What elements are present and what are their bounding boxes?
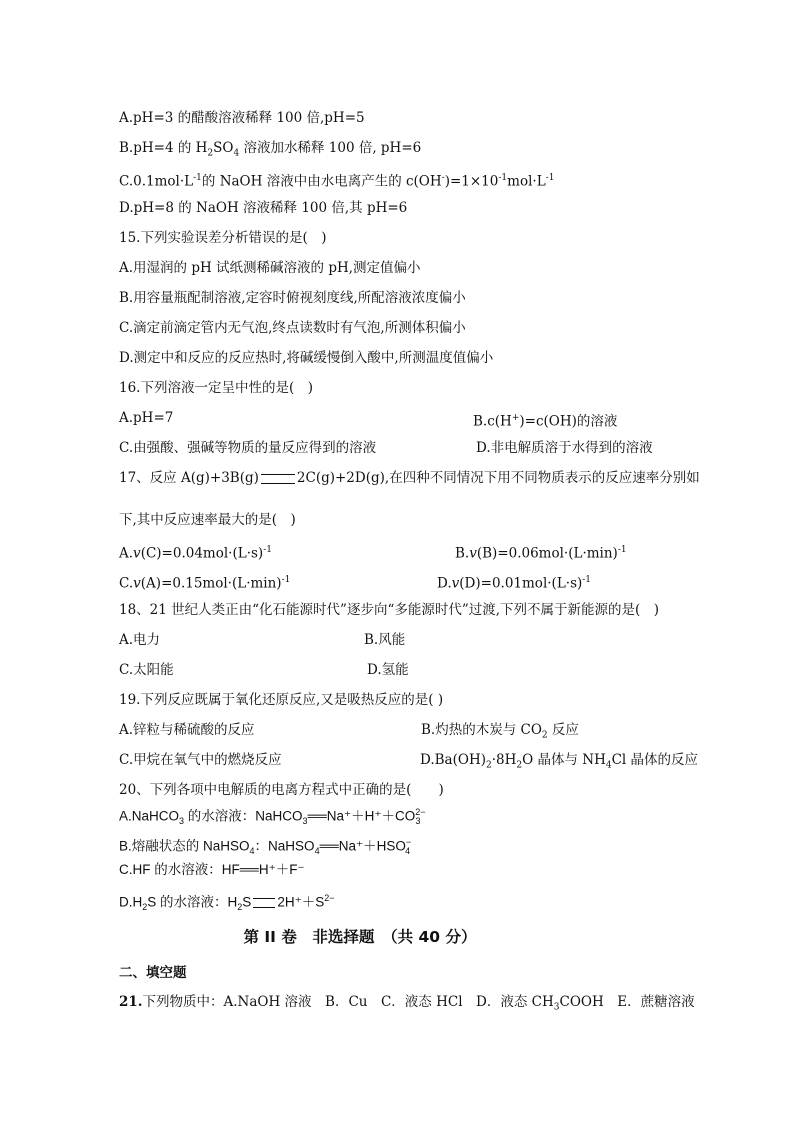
equilibrium-arrow-icon: [253, 898, 275, 908]
q15-option-a: A.用湿润的 pH 试纸测稀碱溶液的 pH,测定值偏小: [119, 260, 421, 276]
q18-option-b: B.风能: [364, 632, 406, 648]
q15-stem: 15.下列实验误差分析错误的是( ): [119, 230, 327, 246]
q15-option-b: B.用容量瓶配制溶液,定容时俯视刻度线,所配溶液浓度偏小: [119, 290, 466, 306]
q18-stem: 18、21 世纪人类正由“化石能源时代”逐步向“多能源时代”过渡,下列不属于新能源的是( ): [119, 602, 660, 618]
q21-stem: 21.下列物质中：A.NaOH 溶液 B．Cu C．液态 HCl D．液态 $CH_3COOH$ E．蔗糖溶液: [119, 994, 695, 1013]
q17-stem: 17、反应 A(g)+3B(g) 2C(g)+2D(g),在四种不同情况下用不同物质表示的反应速率分别如: [119, 470, 700, 486]
q19-stem: 19.下列反应既属于氧化还原反应,又是吸热反应的是( ): [119, 692, 444, 708]
q20-stem: 20、下列各项中电解质的电离方程式中正确的是( ): [119, 782, 444, 798]
part-two-title: 第 II 卷 非选择题 （共 40 分）: [243, 928, 477, 946]
q17-stem-cont: 下,其中反应速率最大的是( ): [119, 512, 296, 528]
q17-option-a: $A.v(C)=0.04mol\cdot(L\cdot s)^{-1}$: [119, 545, 272, 562]
q16-option-a: A.pH=7: [119, 410, 174, 426]
q18-option-c: C.太阳能: [119, 662, 174, 678]
q16-option-d: D.非电解质溶于水得到的溶液: [476, 440, 653, 456]
q17-option-b: $B.v(B)=0.06mol\cdot(L\cdot\min)^{-1}$: [455, 545, 627, 562]
q20-option-a: A.NaHCO$_3$ 的水溶液：$NaHCO_3══Na^++H^++CO^{2-}_3$: [119, 807, 426, 827]
q14-option-b: B.pH=4 的 $H_2SO_4$ 溶液加水稀释 100 倍, pH=6: [119, 140, 422, 159]
q14-option-a: A.pH=3 的醋酸溶液稀释 100 倍,pH=5: [119, 110, 365, 126]
q19-option-c: C.甲烷在氧气中的燃烧反应: [119, 752, 282, 768]
q16-option-b: B.c(H+)=c(OH)的溶液: [473, 413, 618, 430]
q19-option-b: B.灼热的木炭与 $CO_2$ 反应: [421, 722, 579, 741]
q20-option-d: $D.H_2S$ 的水溶液：$H_2S$ $2H^++S^{2-}$: [119, 893, 335, 913]
q16-stem: 16.下列溶液一定呈中性的是( ): [119, 380, 314, 396]
q19-option-a: A.锌粒与稀硫酸的反应: [119, 722, 255, 738]
q20-option-b: B.熔融状态的 NaHSO$_4$：$NaHSO_4══Na^++HSO^-_4$: [119, 837, 412, 857]
section-heading: 二、填空题: [119, 965, 187, 981]
q16-option-c: C.由强酸、强碱等物质的量反应得到的溶液: [119, 440, 377, 456]
q14-option-d: D.pH=8 的 NaOH 溶液稀释 100 倍,其 pH=6: [119, 200, 408, 216]
q20-option-c: C.HF 的水溶液：HF══H⁺＋F⁻: [119, 862, 305, 877]
q18-option-d: D.氢能: [367, 662, 409, 678]
equilibrium-arrow-icon: [261, 474, 295, 484]
q17-option-d: $D.v(D)=0.01mol\cdot(L\cdot s)^{-1}$: [437, 575, 592, 592]
q19-option-d: $D.Ba(OH)_2\cdot 8H_2O$ 晶体与 $NH_4Cl$ 晶体的反应: [420, 752, 699, 771]
q15-option-c: C.滴定前滴定管内无气泡,终点读数时有气泡,所测体积偏小: [119, 320, 466, 336]
q14-option-c: $C.0.1mol\cdot L^{-1}$的 NaOH 溶液中由水电离产生的 $c(OH^-)=1\times 10^{-1}mol\cdot L^{-1}$: [119, 173, 555, 190]
q18-option-a: A.电力: [119, 632, 161, 648]
q17-option-c: $C.v(A)=0.15mol\cdot(L\cdot\min)^{-1}$: [119, 575, 291, 592]
q15-option-d: D.测定中和反应的反应热时,将碱缓慢倒入酸中,所测温度值偏小: [119, 350, 494, 366]
